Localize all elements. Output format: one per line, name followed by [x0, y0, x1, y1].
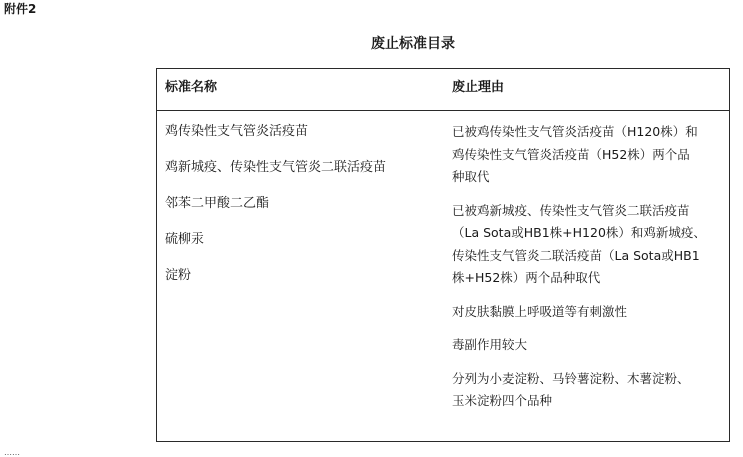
abolished-standards-table	[156, 68, 730, 442]
reason-line: 株+H52株）两个品种取代	[452, 270, 601, 285]
reason-line: 已被鸡传染性支气管炎活疫苗（H120株）和	[452, 124, 698, 139]
reason-line: 对皮肤黏膜上呼吸道等有刺激性	[452, 303, 628, 319]
standard-name-list	[165, 123, 435, 303]
standard-name-item: 淀粉	[165, 268, 192, 283]
abolition-reason-item	[452, 123, 727, 191]
abolition-reason-item	[452, 336, 727, 359]
document-title: 废止标准目录	[371, 36, 455, 52]
standard-name-item: 鸡新城疫、传染性支气管炎二联活疫苗	[165, 160, 387, 175]
reason-line: 玉米淀粉四个品种	[452, 393, 553, 408]
abolition-reason-list	[452, 123, 727, 426]
reason-line: 已被鸡新城疫、传染性支气管炎二联活疫苗	[452, 202, 690, 218]
reason-line: 毒副作用较大	[452, 337, 528, 352]
column-header-abolition-reason: 废止理由	[452, 80, 505, 95]
abolition-reason-item	[452, 370, 727, 415]
abolition-reason-item	[452, 303, 727, 326]
reason-line: （La Sota或HB1株+H120株）和鸡新城疫、	[452, 225, 706, 240]
attachment-label: 附件2	[4, 2, 37, 16]
reason-line: 鸡传染性支气管炎活疫苗（H52株）两个品	[452, 146, 690, 162]
column-header-standard-name: 标准名称	[165, 80, 218, 95]
standard-name-item: 邻苯二甲酸二乙酯	[165, 196, 270, 211]
standard-name-item: 硫柳汞	[165, 232, 205, 247]
reason-line: 种取代	[452, 169, 490, 184]
abolition-reason-item	[452, 202, 727, 292]
table-header-row	[157, 69, 729, 111]
standard-name-item: 鸡传染性支气管炎活疫苗	[165, 124, 309, 139]
reason-line: 分列为小麦淀粉、马铃薯淀粉、木薯淀粉、	[452, 370, 690, 386]
reason-line: 传染性支气管炎二联活疫苗（La Sota或HB1	[452, 247, 700, 263]
footer-mark: ……	[4, 448, 20, 457]
